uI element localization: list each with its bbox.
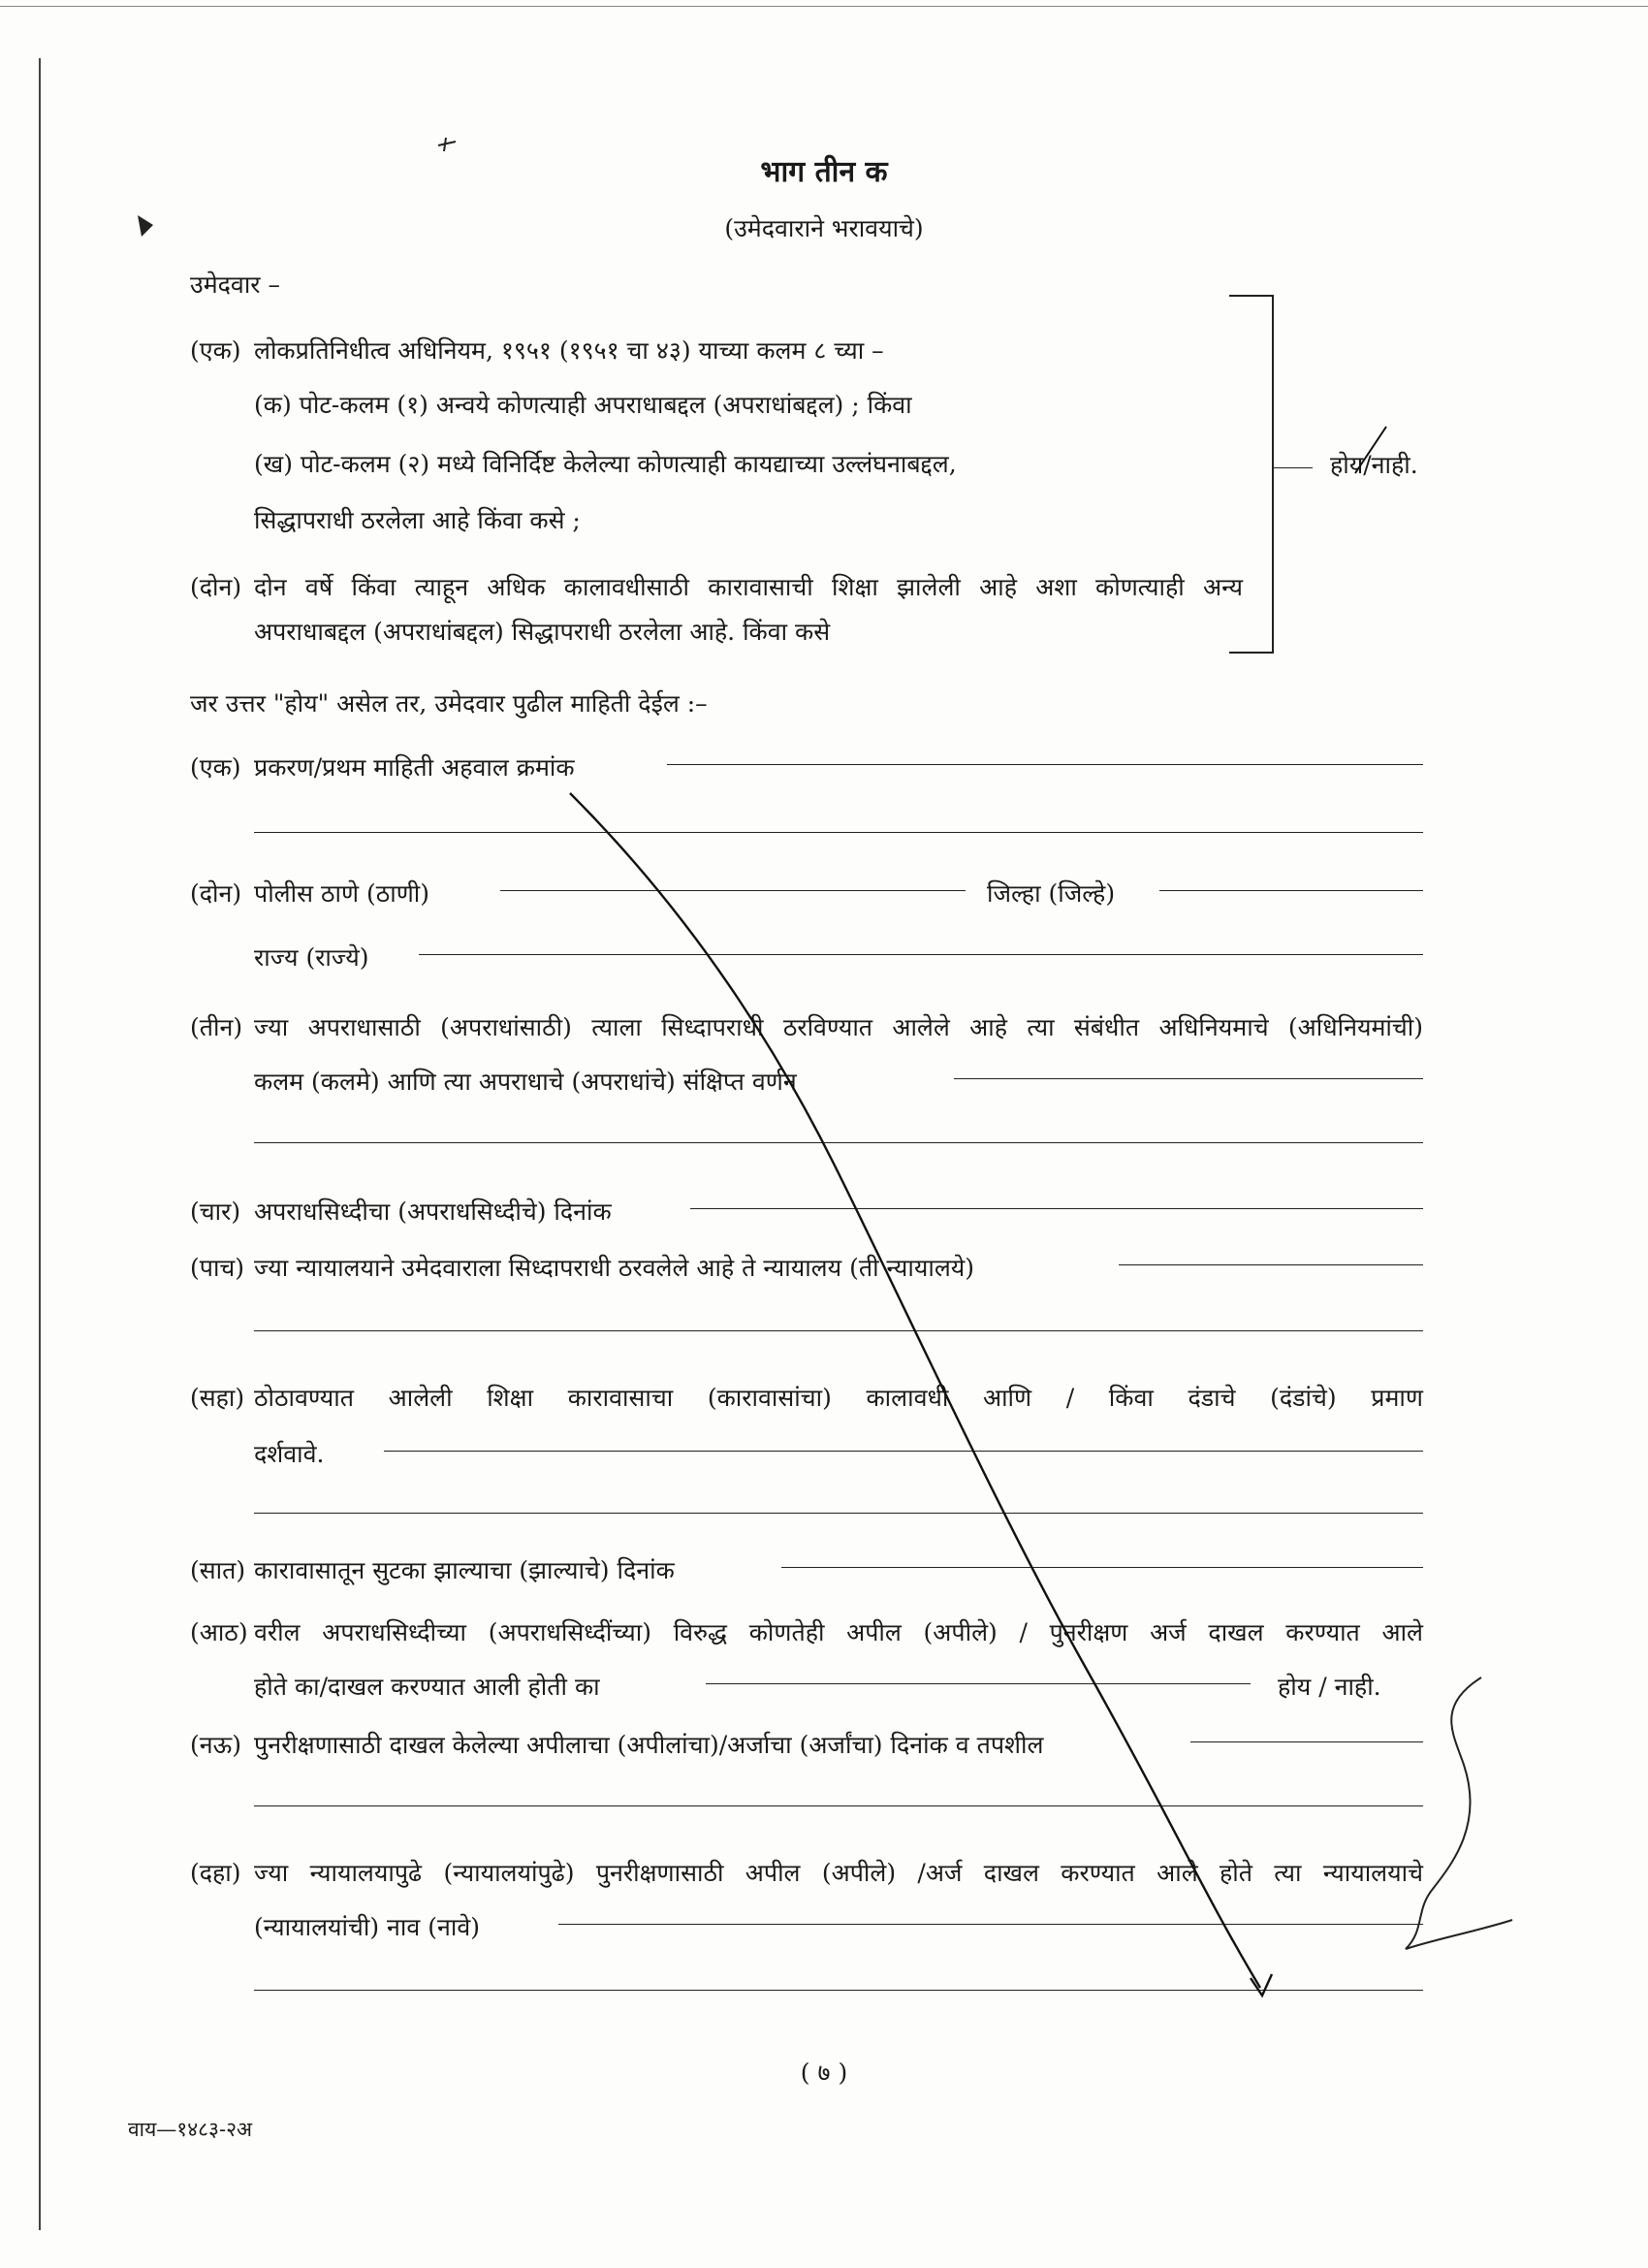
field8-line2: होते का/दाखल करण्यात आली होती का (254, 1673, 600, 1701)
field9-number: (नऊ) (190, 1731, 242, 1759)
tick-mark (438, 138, 456, 151)
field4-number: (चार) (190, 1198, 241, 1226)
field6-line2: दर्शवावे. (254, 1440, 325, 1468)
field3-number: (तीन) (190, 1013, 243, 1041)
item1-number: (एक) (190, 336, 241, 365)
margin-mark (138, 215, 153, 237)
page-number: ( ७ ) (800, 2059, 848, 2087)
item2-line2: अपराधाबद्दल (अपराधांबद्दल) सिद्धापराधी ठरलेला आहे. किंवा कसे (254, 618, 831, 646)
field8-number: (आठ) (190, 1618, 248, 1646)
handwritten-brace (1406, 1677, 1512, 1949)
field1-label: प्रकरण/प्रथम माहिती अहवाल क्रमांक (254, 753, 575, 782)
field8-line1: वरील अपराधसिध्दीच्या (अपराधसिध्दींच्या) विरुद्ध कोणतेही अपील (अपीले) / पुनरीक्षण अर्ज दाखल करण्यात आले (254, 1618, 1423, 1646)
field5-number: (पाच) (190, 1254, 245, 1282)
field7-label: कारावासातून सुटका झाल्याचा (झाल्याचे) दिनांक (254, 1556, 675, 1584)
item1-continuation: सिद्धापराधी ठरलेला आहे किंवा कसे ; (254, 506, 581, 534)
field4-label: अपराधसिध्दीचा (अपराधसिध्दीचे) दिनांक (254, 1198, 612, 1226)
item1-sub-k: (क) पोट-कलम (१) अन्वये कोणत्याही अपराधाबद्दल (अपराधांबद्दल) ; किंवा (254, 391, 912, 419)
footer-code: वाय—१४८३-२अ (128, 2118, 253, 2141)
field1-number: (एक) (190, 753, 241, 782)
page-title: भाग तीन क (760, 155, 888, 189)
field6-line1: ठोठावण्यात आलेली शिक्षा कारावासाचा (कारावासांचा) कालावधी आणि / किंवा दंडाचे (दंडांचे) प्रमाण (254, 1384, 1423, 1412)
field2-label: पोलीस ठाणे (ठाणी) (254, 879, 430, 908)
item2-number: (दोन) (190, 573, 242, 601)
field5-label: ज्या न्यायालयाने उमेदवाराला सिध्दापराधी ठरवलेले आहे ते न्यायालय (ती न्यायालये) (254, 1254, 975, 1282)
diagonal-strike-line (570, 793, 1260, 1988)
field2-number: (दोन) (190, 879, 242, 908)
field10-line1: ज्या न्यायालयापुढे (न्यायालयांपुढे) पुनरीक्षणासाठी अपील (अपीले) /अर्ज दाखल करण्यात आले होते त्या न्यायालयाचे (254, 1859, 1423, 1887)
field10-number: (दहा) (190, 1859, 241, 1887)
item1-sub-kh: (ख) पोट-कलम (२) मध्ये विनिर्दिष्ट केलेल्या कोणत्याही कायद्याच्या उल्लंघनाबद्दल, (254, 450, 957, 478)
field7-number: (सात) (190, 1556, 246, 1584)
item1-text: लोकप्रतिनिधीत्व अधिनियम, १९५१ (१९५१ चा ४३) याच्या कलम ८ च्या – (254, 336, 884, 365)
page-subtitle: (उमेदवाराने भरावयाचे) (724, 214, 924, 242)
item2-line1: दोन वर्षे किंवा त्याहून अधिक कालावधीसाठी कारावासाची शिक्षा झालेली आहे अशा कोणत्याही अन्य (254, 573, 1243, 601)
field10-line2: (न्यायालयांची) नाव (नावे) (254, 1913, 481, 1941)
section-a-answer: होय/नाही. (1330, 451, 1418, 479)
district-label: जिल्हा (जिल्हे) (987, 879, 1116, 908)
state-label: राज्य (राज्ये) (254, 943, 369, 972)
field3-line1: ज्या अपराधासाठी (अपराधांसाठी) त्याला सिध्दापराधी ठरविण्यात आलेले आहे त्या संबंधीत अधिनियमाचे (अधिनियमांची) (254, 1013, 1423, 1041)
if-yes-instruction: जर उत्तर "होय" असेल तर, उमेदवार पुढील माहिती देईल :– (190, 689, 708, 718)
field9-label: पुनरीक्षणासाठी दाखल केलेल्या अपीलाचा (अपीलांचा)/अर्जाचा (अर्जांचा) दिनांक व तपशील (254, 1731, 1044, 1759)
field3-line2: कलम (कलमे) आणि त्या अपराधाचे (अपराधांचे) संक्षिप्त वर्णन (254, 1068, 797, 1096)
field6-number: (सहा) (190, 1384, 245, 1412)
field8-answer: होय / नाही. (1278, 1673, 1381, 1701)
candidate-label: उमेदवार – (190, 271, 280, 299)
answer-slash (1355, 427, 1386, 473)
